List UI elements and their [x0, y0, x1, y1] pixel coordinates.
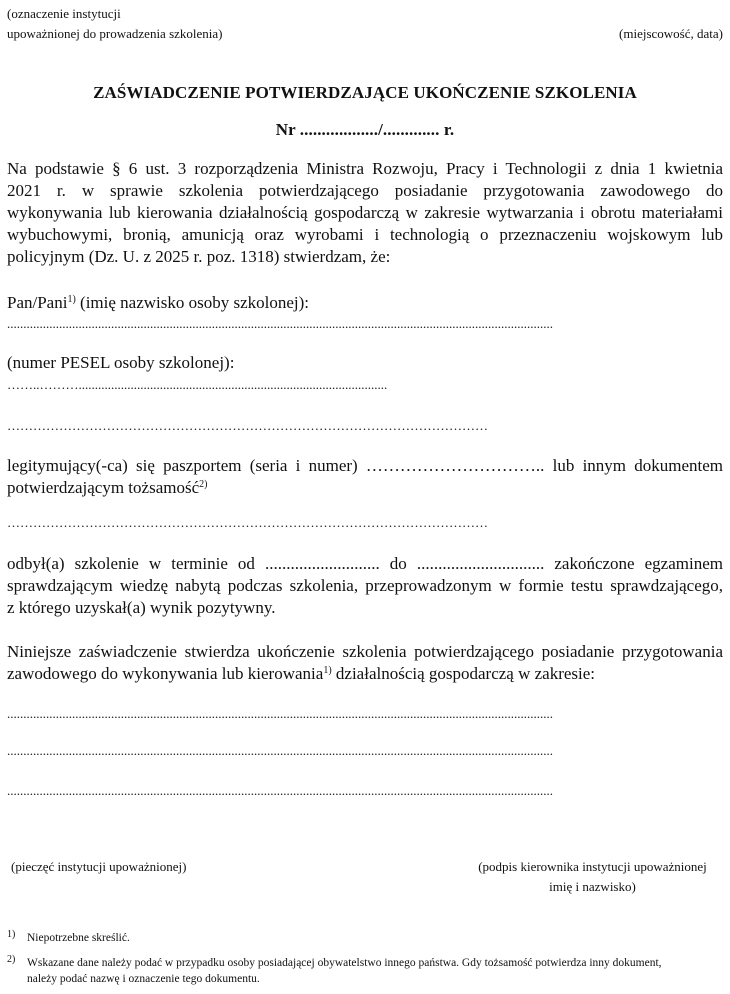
footnote-1-text: Niepotrzebne skreślić.: [27, 932, 130, 944]
training-line: z którego uzyskał(a) wynik pozytywny.: [7, 598, 276, 617]
institution-label-line2: upoważnionej do prowadzenia szkolenia): [7, 26, 223, 41]
person-label: [7, 292, 309, 314]
person-label-prefix: Pan/Pani: [7, 293, 68, 312]
scope-field-3[interactable]: ........................................................................................................................................................................: [7, 783, 553, 798]
footnote-ref-1: 1): [67, 294, 76, 305]
document-field[interactable]: …………………………………………………………………………………………………: [7, 515, 488, 530]
passport-line2-text: potwierdzającym tożsamość: [7, 478, 200, 497]
institution-label: [7, 4, 223, 44]
person-name-field[interactable]: ........................................................................................................................................................................: [7, 316, 553, 331]
pesel-field[interactable]: ……..………...............................................................................................: [7, 377, 388, 392]
scope-line2-b: działalnością gospodarczą w zakresie:: [331, 664, 596, 683]
intro-line: 2021 r. w sprawie szkolenia potwierdzającego posiadanie przygotowania zawodowego do: [7, 181, 723, 200]
passport-paragraph: [7, 455, 723, 499]
footnote-ref-1: 1): [323, 665, 332, 676]
scope-field-2[interactable]: ........................................................................................................................................................................: [7, 743, 553, 758]
training-paragraph: [7, 553, 723, 619]
signature-label-line2: imię i nazwisko): [549, 879, 636, 894]
training-line: odbył(a) szkolenie w terminie od ........................... do .............................. zakończone egzaminem: [7, 554, 723, 573]
footnote-1-number: 1): [7, 929, 16, 940]
passport-line1: legitymujący(-ca) się paszportem (seria i numer) ………………………….. lub innym dokumentem: [7, 456, 723, 475]
scope-line2: [7, 663, 723, 685]
intro-line: wykonywania lub kierowania działalnością gospodarczą w zakresie wytwarzania i obrotu materiałami: [7, 203, 723, 222]
footnote-2-text-line2: należy podać nazwę i oznaczenie tego dokumentu.: [27, 973, 260, 985]
place-date-label: (miejscowość, data): [619, 26, 723, 41]
intro-paragraph: [7, 158, 723, 268]
scope-field-1[interactable]: ........................................................................................................................................................................: [7, 706, 553, 721]
pesel-label: (numer PESEL osoby szkolonej):: [7, 353, 235, 372]
training-line: sprawdzającym wiedzę nabytą podczas szkolenia, przeprowadzonym w formie testu sprawdzającego,: [7, 576, 723, 595]
pesel-field-extra[interactable]: …………………………………………………………………………………………………: [7, 418, 488, 433]
intro-line: wybuchowymi, bronią, amunicją oraz wyrobami i technologią o przeznaczeniu wojskowym lub: [7, 225, 723, 244]
footnote-2-number: 2): [7, 954, 16, 965]
person-label-suffix: (imię nazwisko osoby szkolonej):: [75, 293, 310, 312]
scope-line2-a: zawodowego do wykonywania lub kierowania: [7, 664, 324, 683]
scope-paragraph: [7, 641, 723, 685]
footnote-ref-2: 2): [199, 479, 208, 490]
passport-line2: [7, 477, 723, 499]
footnote-2-text-line1: Wskazane dane należy podać w przypadku osoby posiadającej obywatelstwo innego państwa. Gdy tożsamość potwierdza inny dokument,: [27, 957, 662, 969]
scope-line1: Niniejsze zaświadczenie stwierdza ukończenie szkolenia potwierdzającego posiadanie przygotowania: [7, 642, 723, 661]
document-title: ZAŚWIADCZENIE POTWIERDZAJĄCE UKOŃCZENIE SZKOLENIA: [93, 83, 637, 102]
certificate-number: Nr ................../............. r.: [275, 120, 455, 139]
intro-line: Na podstawie § 6 ust. 3 rozporządzenia Ministra Rozwoju, Pracy i Technologii z dnia 1 kwietnia: [7, 159, 723, 178]
stamp-label: (pieczęć instytucji upoważnionej): [11, 859, 187, 874]
intro-line: policyjnym (Dz. U. z 2025 r. poz. 1318) stwierdzam, że:: [7, 247, 391, 266]
signature-label-line1: (podpis kierownika instytucji upoważnionej: [478, 859, 707, 874]
institution-label-line1: (oznaczenie instytucji: [7, 6, 121, 21]
signature-label: [460, 857, 725, 897]
